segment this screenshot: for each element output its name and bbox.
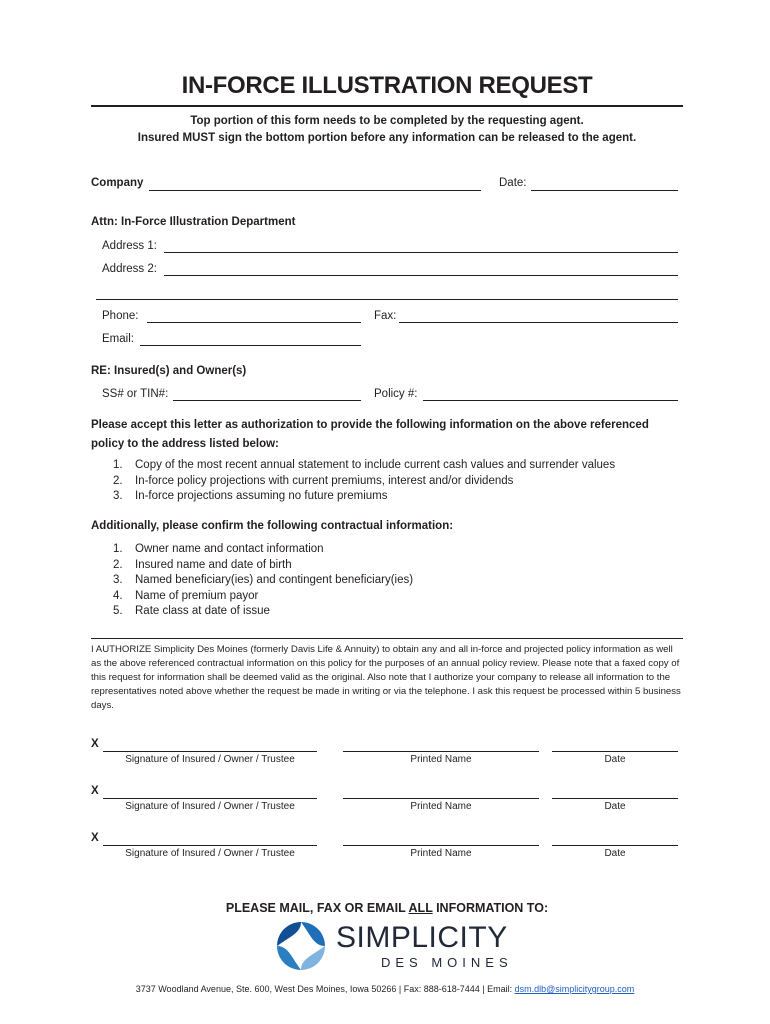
policy-label: Policy #:: [374, 388, 418, 400]
signature-x-mark: X: [91, 832, 99, 844]
list-item: 3. Named beneficiary(ies) and contingent beneficiary(ies): [113, 574, 414, 586]
phone-label: Phone:: [102, 310, 139, 322]
signature-field[interactable]: [103, 751, 317, 752]
subtitle-line-1: Top portion of this form needs to be completed by the requesting agent.: [190, 115, 584, 127]
ss-tin-label: SS# or TIN#:: [102, 388, 169, 400]
address1-label: Address 1:: [102, 240, 157, 252]
date-label: Date:: [499, 177, 527, 189]
list-item: 5. Rate class at date of issue: [113, 605, 270, 617]
authorize-divider: [91, 638, 683, 639]
email-field[interactable]: [140, 345, 361, 346]
fax-field[interactable]: [399, 322, 678, 323]
date-caption: Date: [604, 848, 626, 859]
printed-name-caption: Printed Name: [410, 848, 472, 859]
printed-name-field[interactable]: [343, 751, 539, 752]
address2-label: Address 2:: [102, 263, 157, 275]
list-item: 2. Insured name and date of birth: [113, 558, 292, 571]
printed-name-caption: Printed Name: [410, 754, 472, 765]
footer-email-link[interactable]: dsm.dlb@simplicitygroup.com: [514, 984, 635, 994]
footer-address: 3737 Woodland Avenue, Ste. 600, West Des Moines, Iowa 50266 | Fax: 888-618-7444 | Email:: [135, 984, 515, 994]
email-label: Email:: [102, 333, 134, 345]
contractual-heading: Additionally, please confirm the following contractual information:: [91, 520, 454, 532]
signature-row-1: [91, 738, 683, 768]
date-field[interactable]: [552, 845, 678, 846]
date-field[interactable]: [552, 798, 678, 799]
printed-name-field[interactable]: [343, 845, 539, 846]
company-label: Company: [91, 177, 144, 189]
printed-name-field[interactable]: [343, 798, 539, 799]
address1-field[interactable]: [164, 252, 678, 253]
date-caption: Date: [604, 801, 626, 812]
signature-caption: Signature of Insured / Owner / Trustee: [125, 801, 295, 812]
list-item: 1. Owner name and contact information: [113, 543, 324, 555]
authorization-paragraph: [91, 416, 691, 454]
form-title: IN-FORCE ILLUSTRATION REQUEST: [181, 72, 593, 99]
logo-subtitle: DES MOINES: [381, 955, 513, 970]
signature-field[interactable]: [103, 798, 317, 799]
title-divider: [91, 105, 683, 107]
authorization-line-1: Please accept this letter as authorization to provide the following information on the above referenced: [91, 419, 649, 431]
signature-field[interactable]: [103, 845, 317, 846]
simplicity-swirl-logo-icon: [275, 920, 327, 972]
signature-caption: Signature of Insured / Owner / Trustee: [125, 754, 295, 765]
fax-label: Fax:: [374, 310, 397, 322]
address2-field[interactable]: [164, 275, 678, 276]
list-item: 1. Copy of the most recent annual statement to include current cash values and surrender values: [113, 459, 616, 471]
signature-row-3: [91, 832, 683, 862]
list-item: 3. In-force projections assuming no future premiums: [113, 490, 388, 502]
contractual-list: [113, 542, 673, 620]
attn-heading: Attn: In-Force Illustration Department: [91, 216, 296, 228]
list-item: 4. Name of premium payor: [113, 589, 259, 602]
date-caption: Date: [604, 754, 626, 765]
phone-field[interactable]: [147, 322, 361, 323]
policy-field[interactable]: [423, 400, 678, 401]
address3-field[interactable]: [96, 299, 678, 300]
ss-tin-field[interactable]: [173, 400, 361, 401]
mail-heading: PLEASE MAIL, FAX OR EMAIL ALL INFORMATION TO:: [225, 901, 549, 915]
date-field[interactable]: [552, 751, 678, 752]
signature-x-mark: X: [91, 738, 99, 750]
logo-wordmark: SIMPLICITY: [336, 921, 508, 954]
info-list: [113, 458, 673, 505]
date-field[interactable]: [531, 190, 678, 191]
signature-caption: Signature of Insured / Owner / Trustee: [125, 848, 295, 859]
footer-contact: [0, 984, 770, 994]
company-field[interactable]: [149, 190, 481, 191]
authorize-text: I AUTHORIZE Simplicity Des Moines (formerly Davis Life & Annuity) to obtain any and all in-force and projected policy information as well as the above referenced contractual information on this policy for the purposes of an annual policy review. Please note that a faxed copy of this request for information shall be deemed valid as the original. Also note that I authorize your company to release all information to the representatives noted above whether the request be made in writing or via the telephone. I ask this request be processed within 5 business days.: [91, 644, 681, 711]
signature-x-mark: X: [91, 785, 99, 797]
printed-name-caption: Printed Name: [410, 801, 472, 812]
re-heading: RE: Insured(s) and Owner(s): [91, 365, 247, 377]
signature-row-2: [91, 785, 683, 815]
list-item: 2. In-force policy projections with current premiums, interest and/or dividends: [113, 474, 514, 487]
subtitle-line-2: Insured MUST sign the bottom portion before any information can be released to the agent.: [137, 132, 637, 144]
authorization-line-2: policy to the address listed below:: [91, 438, 279, 450]
